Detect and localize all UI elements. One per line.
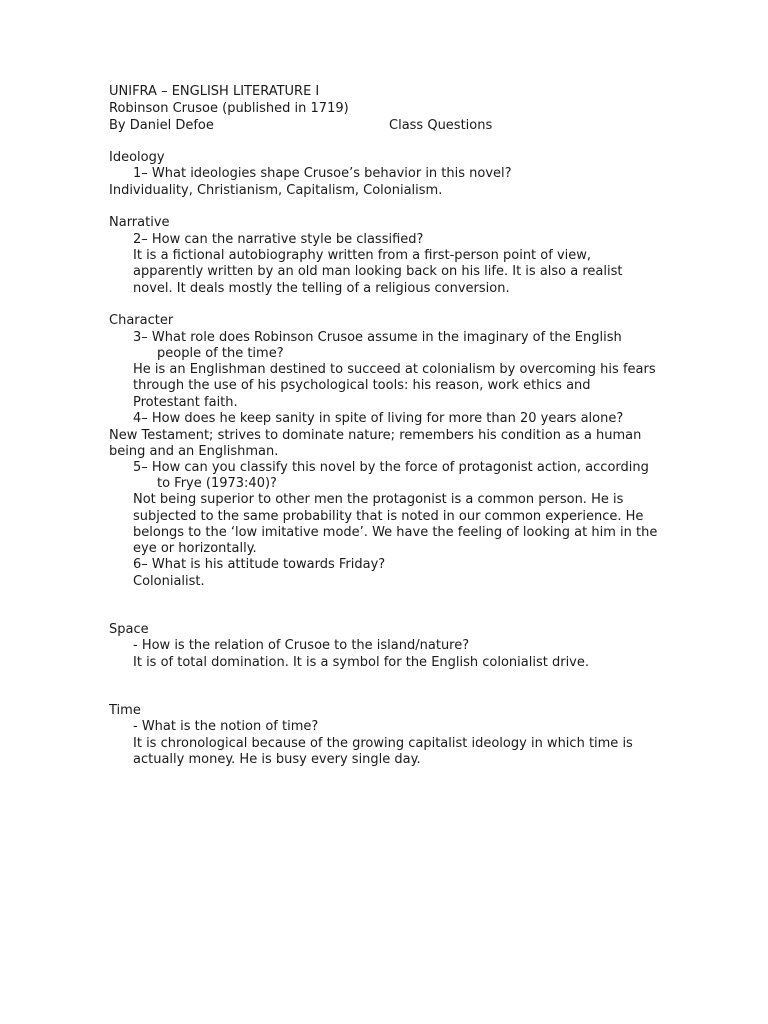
- answer-5-line: Not being superior to other men the protagonist is a common person. He is: [133, 492, 624, 507]
- answer-3-line: He is an Englishman destined to succeed at colonialism by overcoming his fears: [133, 362, 656, 377]
- section-heading-ideology: Ideology: [109, 150, 165, 165]
- question-5-line: 5– How can you classify this novel by the force of protagonist action, according: [133, 460, 649, 475]
- author-line: By Daniel Defoe: [109, 118, 214, 133]
- document-type: Class Questions: [389, 118, 493, 133]
- answer-4-line: being and an Englishman.: [109, 444, 279, 459]
- answer-5-line: eye or horizontally.: [133, 541, 257, 556]
- book-title: Robinson Crusoe (published in 1719): [109, 101, 349, 116]
- answer-1: Individuality, Christianism, Capitalism, Colonialism.: [109, 183, 443, 198]
- answer-3-line: through the use of his psychological tools: his reason, work ethics and: [133, 378, 591, 393]
- answer-2-line: novel. It deals mostly the telling of a religious conversion.: [133, 281, 510, 296]
- question-3-line: 3– What role does Robinson Crusoe assume in the imaginary of the English: [133, 330, 622, 345]
- question-6: 6– What is his attitude towards Friday?: [133, 557, 386, 572]
- space-question: - How is the relation of Crusoe to the island/nature?: [133, 638, 470, 653]
- section-heading-space: Space: [109, 622, 149, 637]
- time-answer-line: actually money. He is busy every single day.: [133, 752, 421, 767]
- answer-2-line: It is a fictional autobiography written from a first-person point of view,: [133, 248, 592, 263]
- answer-5-line: subjected to the same probability that is noted in our common experience. He: [133, 509, 644, 524]
- section-heading-time: Time: [109, 703, 141, 718]
- question-3-line: people of the time?: [157, 346, 284, 361]
- space-answer: It is of total domination. It is a symbol for the English colonialist drive.: [133, 655, 590, 670]
- answer-2-line: apparently written by an old man looking back on his life. It is also a realist: [133, 264, 623, 279]
- time-question: - What is the notion of time?: [133, 719, 319, 734]
- section-heading-narrative: Narrative: [109, 215, 170, 230]
- question-4: 4– How does he keep sanity in spite of living for more than 20 years alone?: [133, 411, 624, 426]
- answer-5-line: belongs to the ‘low imitative mode’. We have the feeling of looking at him in the: [133, 525, 658, 540]
- answer-3-line: Protestant faith.: [133, 395, 238, 410]
- time-answer-line: It is chronological because of the growing capitalist ideology in which time is: [133, 736, 633, 751]
- question-2: 2– How can the narrative style be classified?: [133, 232, 424, 247]
- answer-4-line: New Testament; strives to dominate nature; remembers his condition as a human: [109, 428, 642, 443]
- answer-6: Colonialist.: [133, 574, 205, 589]
- course-title: UNIFRA – ENGLISH LITERATURE I: [109, 84, 320, 99]
- section-heading-character: Character: [109, 313, 174, 328]
- question-5-line: to Frye (1973:40)?: [157, 476, 277, 491]
- question-1: 1– What ideologies shape Crusoe’s behavior in this novel?: [133, 166, 512, 181]
